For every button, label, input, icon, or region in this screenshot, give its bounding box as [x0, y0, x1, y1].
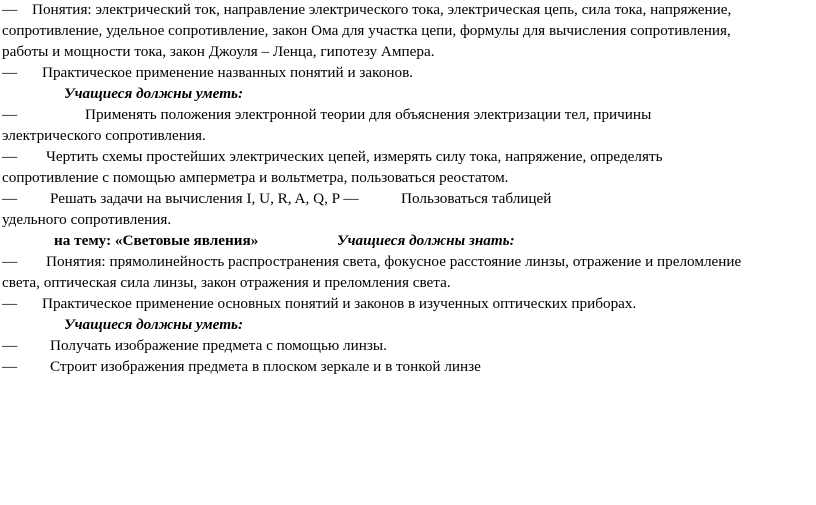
concepts-light-line-1: Понятия: прямолинейность распространения света, фокусное расстояние линзы, отражение и преломление: [46, 253, 742, 270]
draw-circuits-line-1: Чертить схемы простейших электрических цепей, измерять силу тока, напряжение, определять: [46, 148, 663, 165]
must-do-heading-light: Учащиеся должны уметь:: [64, 316, 244, 333]
must-do-heading-electric: Учащиеся должны уметь:: [64, 85, 244, 102]
list-dash: —: [2, 64, 18, 81]
apply-theory-line-2: электрического сопротивления.: [2, 127, 206, 144]
get-image-lens: Получать изображение предмета с помощью линзы.: [50, 337, 387, 354]
text-line: [2, 147, 663, 167]
concepts-electric-line-2: сопротивление, удельное сопротивление, закон Ома для участка цепи, формулы для вычисления сопротивления,: [2, 22, 731, 39]
list-dash: —: [2, 295, 18, 312]
practical-application-electric: Практическое применение названных понятий и законов.: [42, 64, 414, 81]
text-line: [2, 336, 387, 356]
list-dash: —: [2, 337, 18, 354]
text-line: [2, 0, 731, 20]
list-dash: —: [2, 190, 18, 207]
use-table-text: Пользоваться таблицей: [401, 190, 552, 207]
list-dash: —: [2, 358, 18, 375]
must-know-heading-light: Учащиеся должны знать:: [337, 232, 515, 249]
text-line: [2, 189, 551, 209]
draw-circuits-line-2: сопротивление с помощью амперметра и вольтметра, пользоваться реостатом.: [2, 169, 509, 186]
text-line: [2, 357, 481, 377]
resistivity-line: удельного сопротивления.: [2, 211, 172, 228]
list-dash: —: [2, 106, 18, 123]
concepts-electric-line-3: работы и мощности тока, закон Джоуля – Ленца, гипотезу Ампера.: [2, 43, 435, 60]
list-dash: —: [2, 253, 18, 270]
build-image-mirror: Строит изображения предмета в плоском зеркале и в тонкой линзе: [50, 358, 481, 375]
text-line: [2, 105, 651, 125]
list-dash: —: [2, 148, 18, 165]
concepts-light-line-2: света, оптическая сила линзы, закон отражения и преломления света.: [2, 274, 451, 291]
concepts-electric-line-1: Понятия: электрический ток, направление электрического тока, электрическая цепь, сила тока, напряжение,: [32, 1, 732, 18]
practical-application-light: Практическое применение основных понятий и законов в изученных оптических приборах.: [42, 295, 637, 312]
apply-theory-line-1: Применять положения электронной теории для объяснения электризации тел, причины: [85, 106, 652, 123]
topic-line: [54, 231, 515, 251]
text-line: [2, 63, 413, 83]
text-line: [2, 252, 741, 272]
topic-title: на тему: «Световые явления»: [54, 232, 259, 249]
solve-problems-text: Решать задачи на вычисления I, U, R, A, Q, P —: [50, 190, 359, 207]
text-line: [2, 294, 636, 314]
list-dash: —: [2, 1, 18, 18]
